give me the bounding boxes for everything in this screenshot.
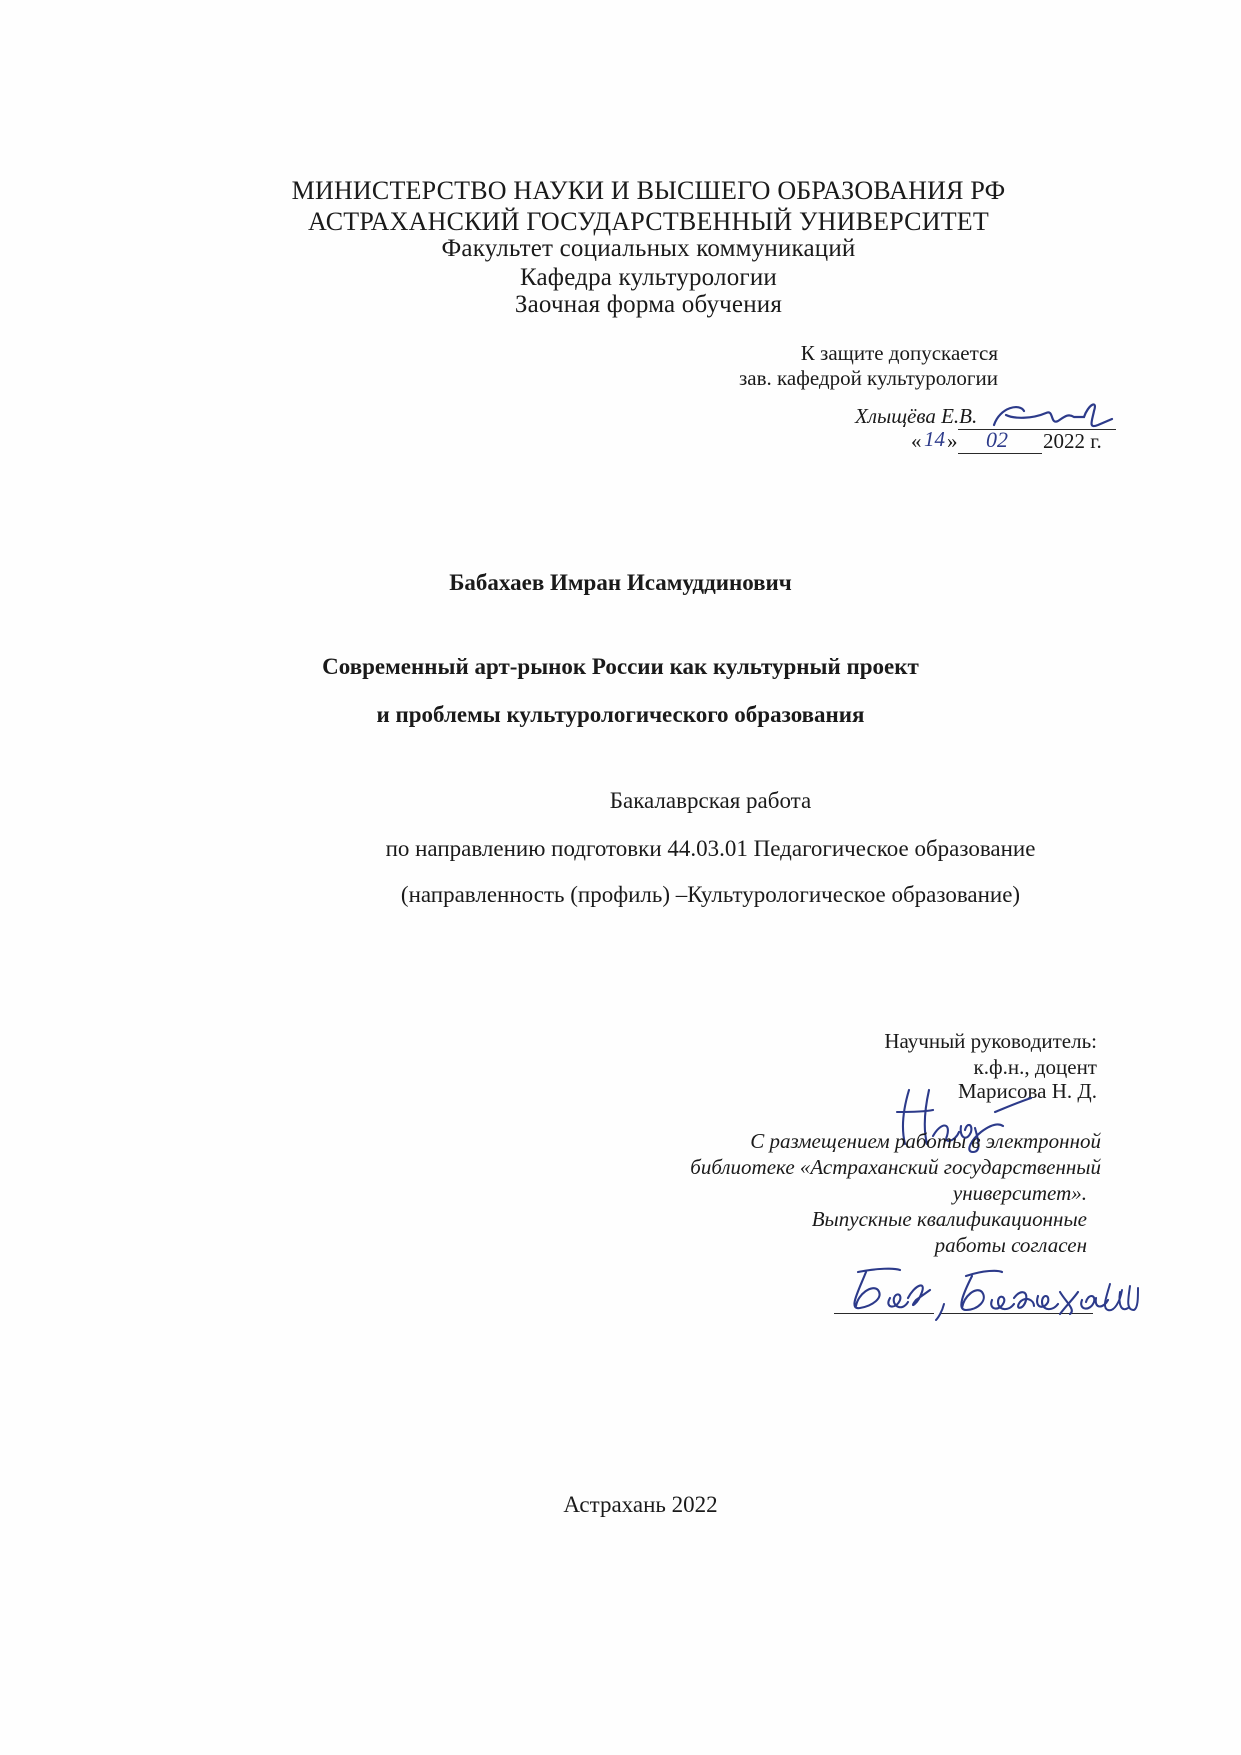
faculty-line: Факультет социальных коммуникаций — [441, 235, 856, 262]
consent-line-2: библиотеке «Астраханский государственный — [690, 1155, 1101, 1179]
university-line: АСТРАХАНСКИЙ ГОСУДАРСТВЕННЫЙ УНИВЕРСИТЕТ — [308, 207, 989, 236]
date-month-line — [958, 453, 1042, 454]
department-line: Кафедра культурологии — [519, 264, 778, 291]
consent-line-5: работы согласен — [934, 1233, 1087, 1257]
work-direction: по направлению подготовки 44.03.01 Педагогическое образование — [385, 836, 1036, 861]
author-name: Бабахаев Имран Исамуддинович — [449, 570, 792, 595]
date-day: 14 — [924, 427, 945, 451]
study-form-line: Заочная форма обучения — [514, 291, 783, 318]
consent-line-4: Выпускные квалификационные — [811, 1207, 1087, 1231]
date-month: 02 — [986, 427, 1008, 452]
title-line-2: и проблемы культурологического образования — [376, 702, 865, 727]
work-profile: (направленность (профиль) –Культурологическое образование) — [400, 882, 1021, 907]
head-name: Хлыщёва Е.В. — [855, 404, 978, 428]
approval-line-2: зав. кафедрой культурологии — [739, 366, 998, 390]
consent-line-1: С размещением работы в электронной — [750, 1129, 1101, 1153]
supervisor-label: Научный руководитель: — [884, 1029, 1097, 1053]
approval-line-1: К защите допускается — [800, 341, 998, 365]
city-year: Астрахань 2022 — [563, 1492, 718, 1517]
title-line-1: Современный арт-рынок России как культурный проект — [322, 654, 919, 679]
supervisor-degree: к.ф.н., доцент — [973, 1055, 1097, 1079]
ministry-line: МИНИСТЕРСТВО НАУКИ И ВЫСШЕГО ОБРАЗОВАНИЯ РФ — [291, 176, 1006, 205]
supervisor-name: Марисова Н. Д. — [957, 1079, 1097, 1103]
work-type: Бакалаврская работа — [609, 788, 812, 813]
consent-line-3: университет». — [952, 1181, 1087, 1205]
date-close-quote: » — [947, 429, 958, 453]
author-signature — [838, 1262, 1138, 1324]
date-open-quote: « — [911, 429, 922, 453]
date-year: 2022 г. — [1043, 429, 1102, 453]
